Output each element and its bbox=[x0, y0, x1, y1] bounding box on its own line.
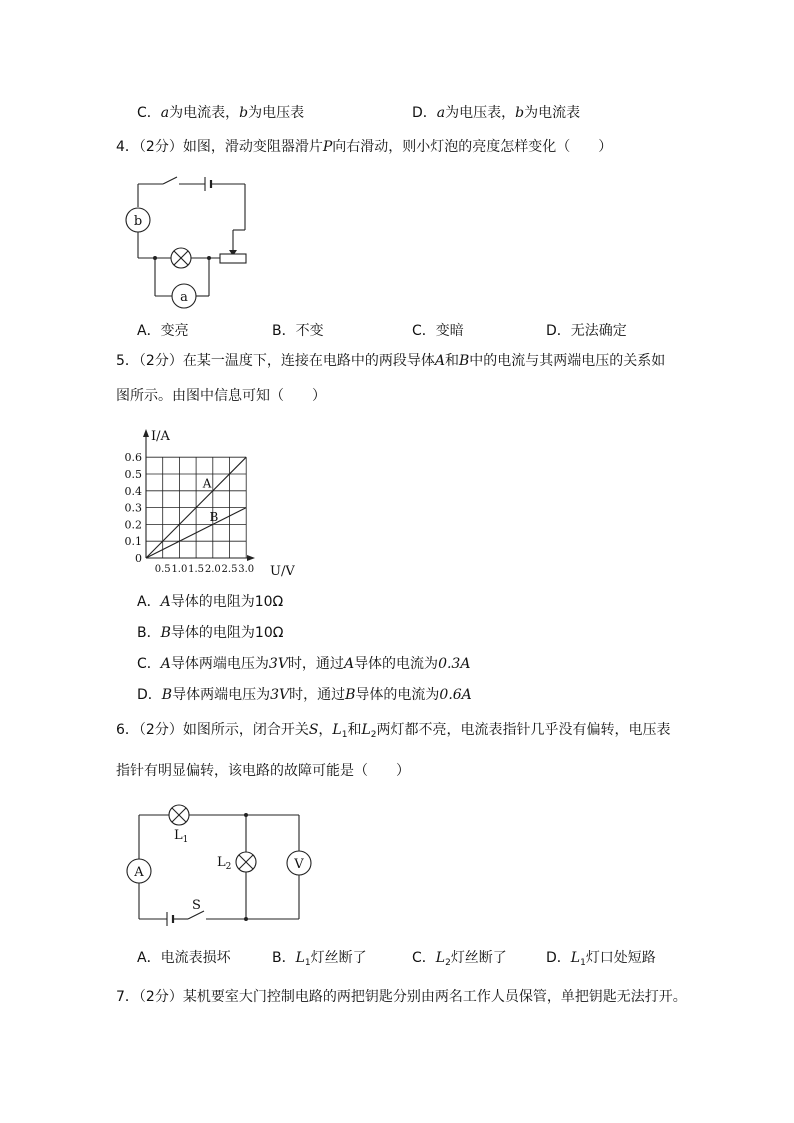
x-axis-arrow bbox=[247, 555, 255, 561]
q4-meter-b-label: b bbox=[133, 214, 143, 229]
q4-circuit-diagram bbox=[115, 170, 265, 315]
q5-option-d: D．B导体两端电压为3V时，通过B导体的电流为0.6A bbox=[137, 687, 472, 703]
y-tick-label: 0.4 bbox=[124, 484, 142, 498]
q3-option-d: D．a为电压表，b为电流表 bbox=[412, 105, 581, 121]
q6-option-d: D．$L_1$灯口处短路 bbox=[546, 950, 656, 968]
q5-iu-chart bbox=[118, 424, 308, 580]
q6-option-b: B．$L_1$灯丝断了 bbox=[272, 950, 367, 968]
x-tick-label: 2.0 bbox=[204, 564, 221, 575]
q6-switch-label: S bbox=[192, 898, 201, 913]
y-axis-arrow bbox=[143, 429, 149, 437]
q6-stem-line1: 6．（2分）如图所示，闭合开关S，$L_1$和$L_2$两灯都不亮，电流表指针几乎没有偏转，电压表 bbox=[116, 722, 671, 740]
q7-stem: 7．（2分）某机要室大门控制电路的两把钥匙分别由两名工作人员保管，单把钥匙无法打开。 bbox=[116, 989, 687, 1005]
y-tick-label: 0.6 bbox=[124, 451, 142, 465]
y-tick-label: 0.2 bbox=[124, 518, 142, 532]
x-tick-label: 3.0 bbox=[238, 564, 255, 575]
q4-stem: 4．（2分）如图，滑动变阻器滑片P向右滑动，则小灯泡的亮度怎样变化（ ） bbox=[116, 139, 613, 155]
q6-option-a: A．电流表损坏 bbox=[137, 950, 231, 966]
y-tick-label: 0 bbox=[135, 552, 142, 565]
q6-option-c: C．$L_2$灯丝断了 bbox=[412, 950, 507, 968]
q4-option-b: B．不变 bbox=[272, 323, 324, 339]
y-tick-label: 0.5 bbox=[124, 468, 142, 481]
q6-lamp-l2 bbox=[236, 852, 256, 872]
q6-circuit-diagram bbox=[122, 800, 332, 925]
q5-option-c: C．A导体两端电压为3V时，通过A导体的电流为0.3A bbox=[137, 656, 471, 672]
q4-rheostat bbox=[220, 254, 246, 263]
q6-l2-label: $L_2$ bbox=[217, 855, 232, 872]
y-axis-label: I/A bbox=[151, 429, 170, 444]
q6-l1-label: $L_1$ bbox=[174, 828, 189, 845]
q4-switch bbox=[163, 177, 177, 184]
y-tick-label: 0.1 bbox=[124, 535, 142, 549]
q5-option-a: A．A导体的电阻为10Ω bbox=[137, 594, 284, 610]
q4-option-a: A．变亮 bbox=[137, 323, 189, 339]
q4-option-d: D．无法确定 bbox=[546, 323, 627, 339]
x-axis-label: U/V bbox=[270, 564, 295, 579]
q6-stem-line2: 指针有明显偏转，该电路的故障可能是（ ） bbox=[116, 763, 410, 779]
x-tick-label: 1.0 bbox=[171, 564, 188, 575]
q6-voltmeter-label: V bbox=[294, 857, 304, 872]
x-tick-label: 0.5 bbox=[154, 564, 171, 575]
q5-stem-line2: 图所示。由图中信息可知（ ） bbox=[116, 388, 326, 404]
series-label-a: A bbox=[202, 476, 212, 491]
q4-meter-a-label: a bbox=[180, 290, 188, 305]
x-tick-label: 2.5 bbox=[221, 564, 238, 575]
q5-stem-line1: 5．（2分）在某一温度下，连接在电路中的两段导体A和B中的电流与其两端电压的关系如 bbox=[116, 353, 666, 369]
q6-ammeter-label: A bbox=[134, 865, 144, 880]
y-tick-label: 0.3 bbox=[124, 501, 142, 515]
q5-option-b: B．B导体的电阻为10Ω bbox=[137, 625, 284, 641]
x-tick-label: 1.5 bbox=[188, 564, 205, 575]
q3-option-c: C．a为电流表，b为电压表 bbox=[137, 105, 305, 121]
q4-option-c: C．变暗 bbox=[412, 323, 464, 339]
q4-lamp bbox=[171, 248, 191, 268]
q6-lamp-l1 bbox=[169, 805, 189, 825]
series-label-b: B bbox=[209, 510, 219, 525]
